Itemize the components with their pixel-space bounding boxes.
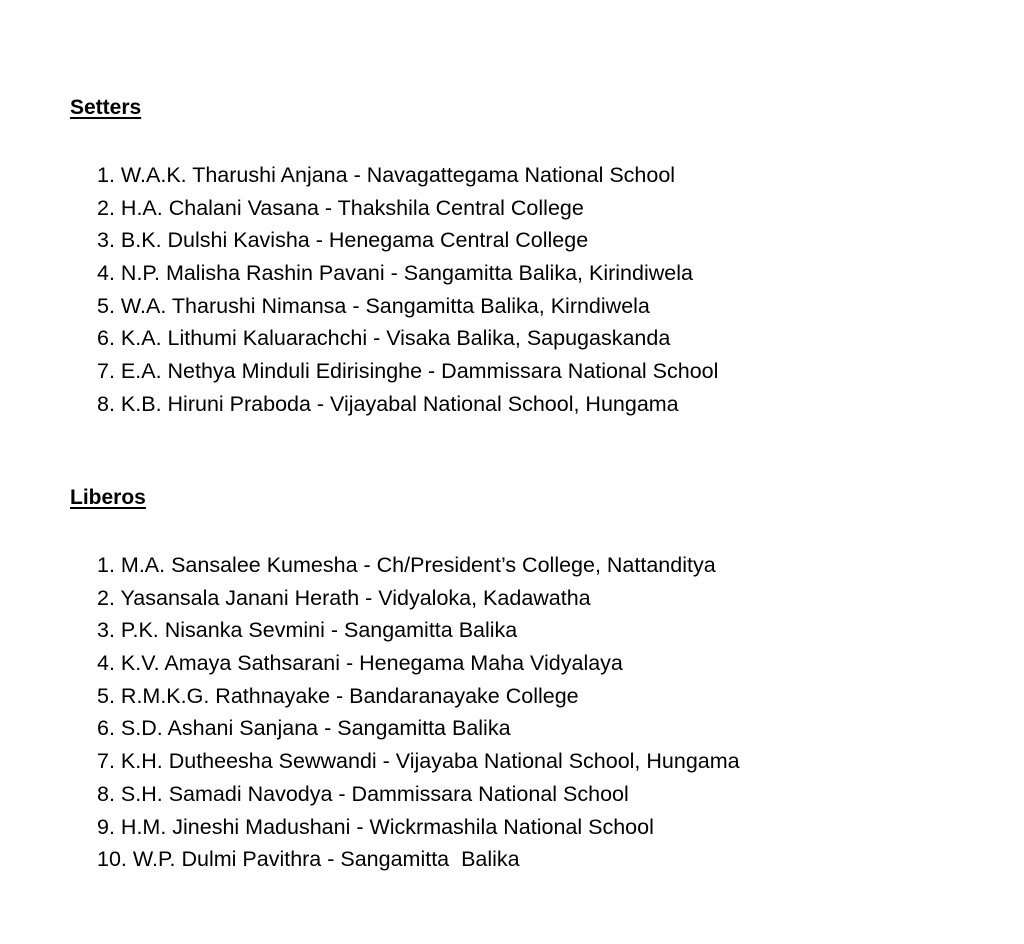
list-item: [97, 712, 740, 745]
list-item: [97, 192, 718, 225]
item-number: 7.: [97, 359, 115, 384]
item-number: 5.: [97, 683, 115, 708]
item-number: 8.: [97, 781, 115, 806]
item-number: 7.: [97, 749, 115, 774]
item-number: 1.: [97, 163, 115, 187]
item-number: 9.: [97, 814, 115, 839]
section-heading-setters: Setters: [70, 96, 142, 119]
list-item: [97, 680, 740, 713]
item-number: 3.: [97, 228, 115, 253]
list-item: [97, 614, 740, 647]
item-number: 4.: [97, 651, 115, 676]
section-heading-liberos: Liberos: [70, 486, 146, 509]
list-item: [97, 549, 740, 582]
item-number: 3.: [97, 618, 115, 643]
item-text: M.A. Sansalee Kumesha - Ch/President’s College, Nattanditya: [120, 553, 716, 577]
list-item: [97, 647, 740, 680]
list-item: [97, 745, 740, 778]
item-text: K.B. Hiruni Praboda - Vijayabal National School, Hungama: [120, 391, 679, 416]
item-text: H.M. Jineshi Madushani - Wickrmashila National School: [120, 814, 654, 839]
item-text: E.A. Nethya Minduli Edirisinghe - Dammissara National School: [120, 359, 719, 384]
item-text: N.P. Malisha Rashin Pavani - Sangamitta Balika, Kirindiwela: [120, 261, 693, 286]
list-item: [97, 811, 740, 844]
item-text: W.A.K. Tharushi Anjana - Navagattegama National School: [120, 163, 676, 187]
item-text: Yasansala Janani Herath - Vidyaloka, Kadawatha: [120, 585, 591, 610]
list-item: [97, 257, 718, 290]
list-item: [97, 159, 718, 192]
item-text: S.D. Ashani Sanjana - Sangamitta Balika: [120, 716, 511, 741]
item-text: R.M.K.G. Rathnayake - Bandaranayake College: [120, 683, 579, 708]
item-number: 2.: [97, 585, 115, 610]
item-text: S.H. Samadi Navodya - Dammissara National School: [120, 781, 629, 806]
item-number: 1.: [97, 553, 115, 577]
item-text: P.K. Nisanka Sevmini - Sangamitta Balika: [120, 618, 518, 643]
list-item: [97, 388, 718, 421]
list-item: [97, 322, 718, 355]
item-text: B.K. Dulshi Kavisha - Henegama Central College: [120, 228, 589, 253]
item-number: 5.: [97, 293, 115, 318]
item-text: H.A. Chalani Vasana - Thakshila Central College: [120, 195, 584, 220]
item-text: W.P. Dulmi Pavithra - Sangamitta Balika: [132, 847, 520, 872]
list-item: [97, 290, 718, 323]
item-number: 2.: [97, 195, 115, 220]
item-text: W.A. Tharushi Nimansa - Sangamitta Balika, Kirndiwela: [120, 293, 650, 318]
list-item: [97, 843, 740, 876]
list-item: [97, 355, 718, 388]
list-item: [97, 224, 718, 257]
item-number: 6.: [97, 716, 115, 741]
liberos-list: [97, 549, 740, 876]
setters-list: [97, 159, 718, 421]
item-number: 6.: [97, 326, 115, 351]
item-number: 10.: [97, 847, 127, 872]
item-text: K.A. Lithumi Kaluarachchi - Visaka Balika, Sapugaskanda: [120, 326, 671, 351]
list-item: [97, 582, 740, 615]
item-text: K.H. Dutheesha Sewwandi - Vijayaba National School, Hungama: [120, 749, 740, 774]
item-number: 8.: [97, 391, 115, 416]
item-text: K.V. Amaya Sathsarani - Henegama Maha Vidyalaya: [120, 651, 623, 676]
item-number: 4.: [97, 261, 115, 286]
list-item: [97, 778, 740, 811]
